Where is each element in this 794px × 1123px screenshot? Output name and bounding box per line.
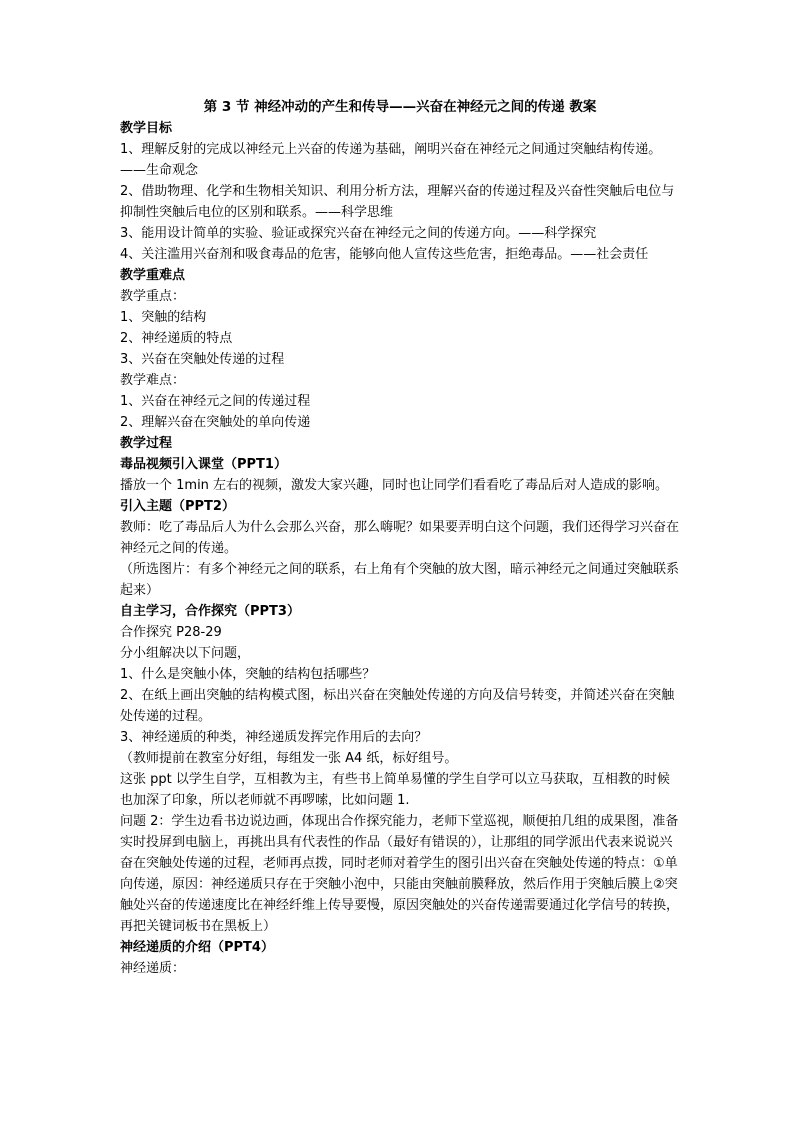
ppt4-text: 神经递质： bbox=[120, 961, 186, 976]
difficult-point-item: 2、理解兴奋在突触处的单向传递 bbox=[120, 415, 311, 430]
objectives-heading: 教学目标 bbox=[120, 121, 173, 136]
keypoints-heading: 教学重难点 bbox=[120, 268, 186, 283]
key-point-item: 1、突触的结构 bbox=[120, 310, 207, 325]
ppt3-subheading: 合作探究 P28-29 bbox=[120, 625, 222, 640]
key-point-item: 3、兴奋在突触处传递的过程 bbox=[120, 352, 285, 367]
ppt3-heading: 自主学习，合作探究（PPT3） bbox=[120, 604, 300, 619]
ppt3-intro: 分小组解决以下问题， bbox=[120, 646, 251, 661]
objective-item: 2、借助物理、化学和生物相关知识、利用分析方法，理解兴奋的传递过程及兴奋性突触后电位与抑制性突触后电位的区别和联系。——科学思维 bbox=[120, 184, 675, 220]
key-point-item: 2、神经递质的特点 bbox=[120, 331, 233, 346]
difficult-point-item: 1、兴奋在神经元之间的传递过程 bbox=[120, 394, 311, 409]
document-body bbox=[120, 96, 680, 979]
ppt1-heading: 毒品视频引入课堂（PPT1） bbox=[120, 457, 287, 472]
ppt1-text: 播放一个 1min 左右的视频，激发大家兴趣，同时也让同学们看看吃了毒品后对人造成的影响。 bbox=[120, 478, 669, 493]
key-points-label: 教学重点： bbox=[120, 289, 186, 304]
ppt3-question: 3、神经递质的种类，神经递质发挥完作用后的去向？ bbox=[120, 730, 428, 745]
ppt3-question: 1、什么是突触小体，突触的结构包括哪些？ bbox=[120, 667, 376, 682]
ppt3-note: （教师提前在教室分好组，每组发一张 A4 纸，标好组号。 bbox=[120, 751, 458, 766]
ppt3-paragraph: 问题 2：学生边看书边说边画，体现出合作探究能力，老师下堂巡视，顺便拍几组的成果图，准备实时投屏到电脑上，再挑出具有代表性的作品（最好有错误的），让那组的同学派出代表来说说兴奋在突触处传递的过程，老师再点拨，同时老师对着学生的图引出兴奋在突触处传递的特点：①单向传递，原因：神经递质只存在于突触小泡中，只能由突触前膜释放，然后作用于突触后膜上②突触处兴奋的传递速度比在神经纤维上传导要慢，原因突触处的兴奋传递需要通过化学信号的转换，再把关键词板书在黑板上） bbox=[120, 814, 680, 934]
process-heading: 教学过程 bbox=[120, 436, 173, 451]
objective-item: 4、关注滥用兴奋剂和吸食毒品的危害，能够向他人宣传这些危害，拒绝毒品。——社会责任 bbox=[120, 247, 649, 262]
document-title: 第 3 节 神经冲动的产生和传导——兴奋在神经元之间的传递 教案 bbox=[203, 99, 597, 115]
ppt2-note: （所选图片：有多个神经元之间的联系，右上角有个突触的放大图，暗示神经元之间通过突触联系起来） bbox=[120, 562, 680, 598]
difficult-points-label: 教学难点： bbox=[120, 373, 186, 388]
ppt3-paragraph: 这张 ppt 以学生自学，互相教为主，有些书上简单易懂的学生自学可以立马获取，互相教的时候也加深了印象，所以老师就不再啰嗦，比如问题 1. bbox=[120, 772, 670, 808]
ppt4-heading: 神经递质的介绍（PPT4） bbox=[120, 940, 274, 955]
objective-item: 1、理解反射的完成以神经元上兴奋的传递为基础，阐明兴奋在神经元之间通过突触结构传递。——生命观念 bbox=[120, 142, 662, 178]
ppt2-text: 教师：吃了毒品后人为什么会那么兴奋，那么嗨呢？如果要弄明白这个问题，我们还得学习兴奋在神经元之间的传递。 bbox=[120, 520, 680, 556]
ppt2-heading: 引入主题（PPT2） bbox=[120, 499, 235, 514]
objective-item: 3、能用设计简单的实验、验证或探究兴奋在神经元之间的传递方向。——科学探究 bbox=[120, 226, 597, 241]
ppt3-question: 2、在纸上画出突触的结构模式图，标出兴奋在突触处传递的方向及信号转变，并简述兴奋在突触处传递的过程。 bbox=[120, 688, 675, 724]
